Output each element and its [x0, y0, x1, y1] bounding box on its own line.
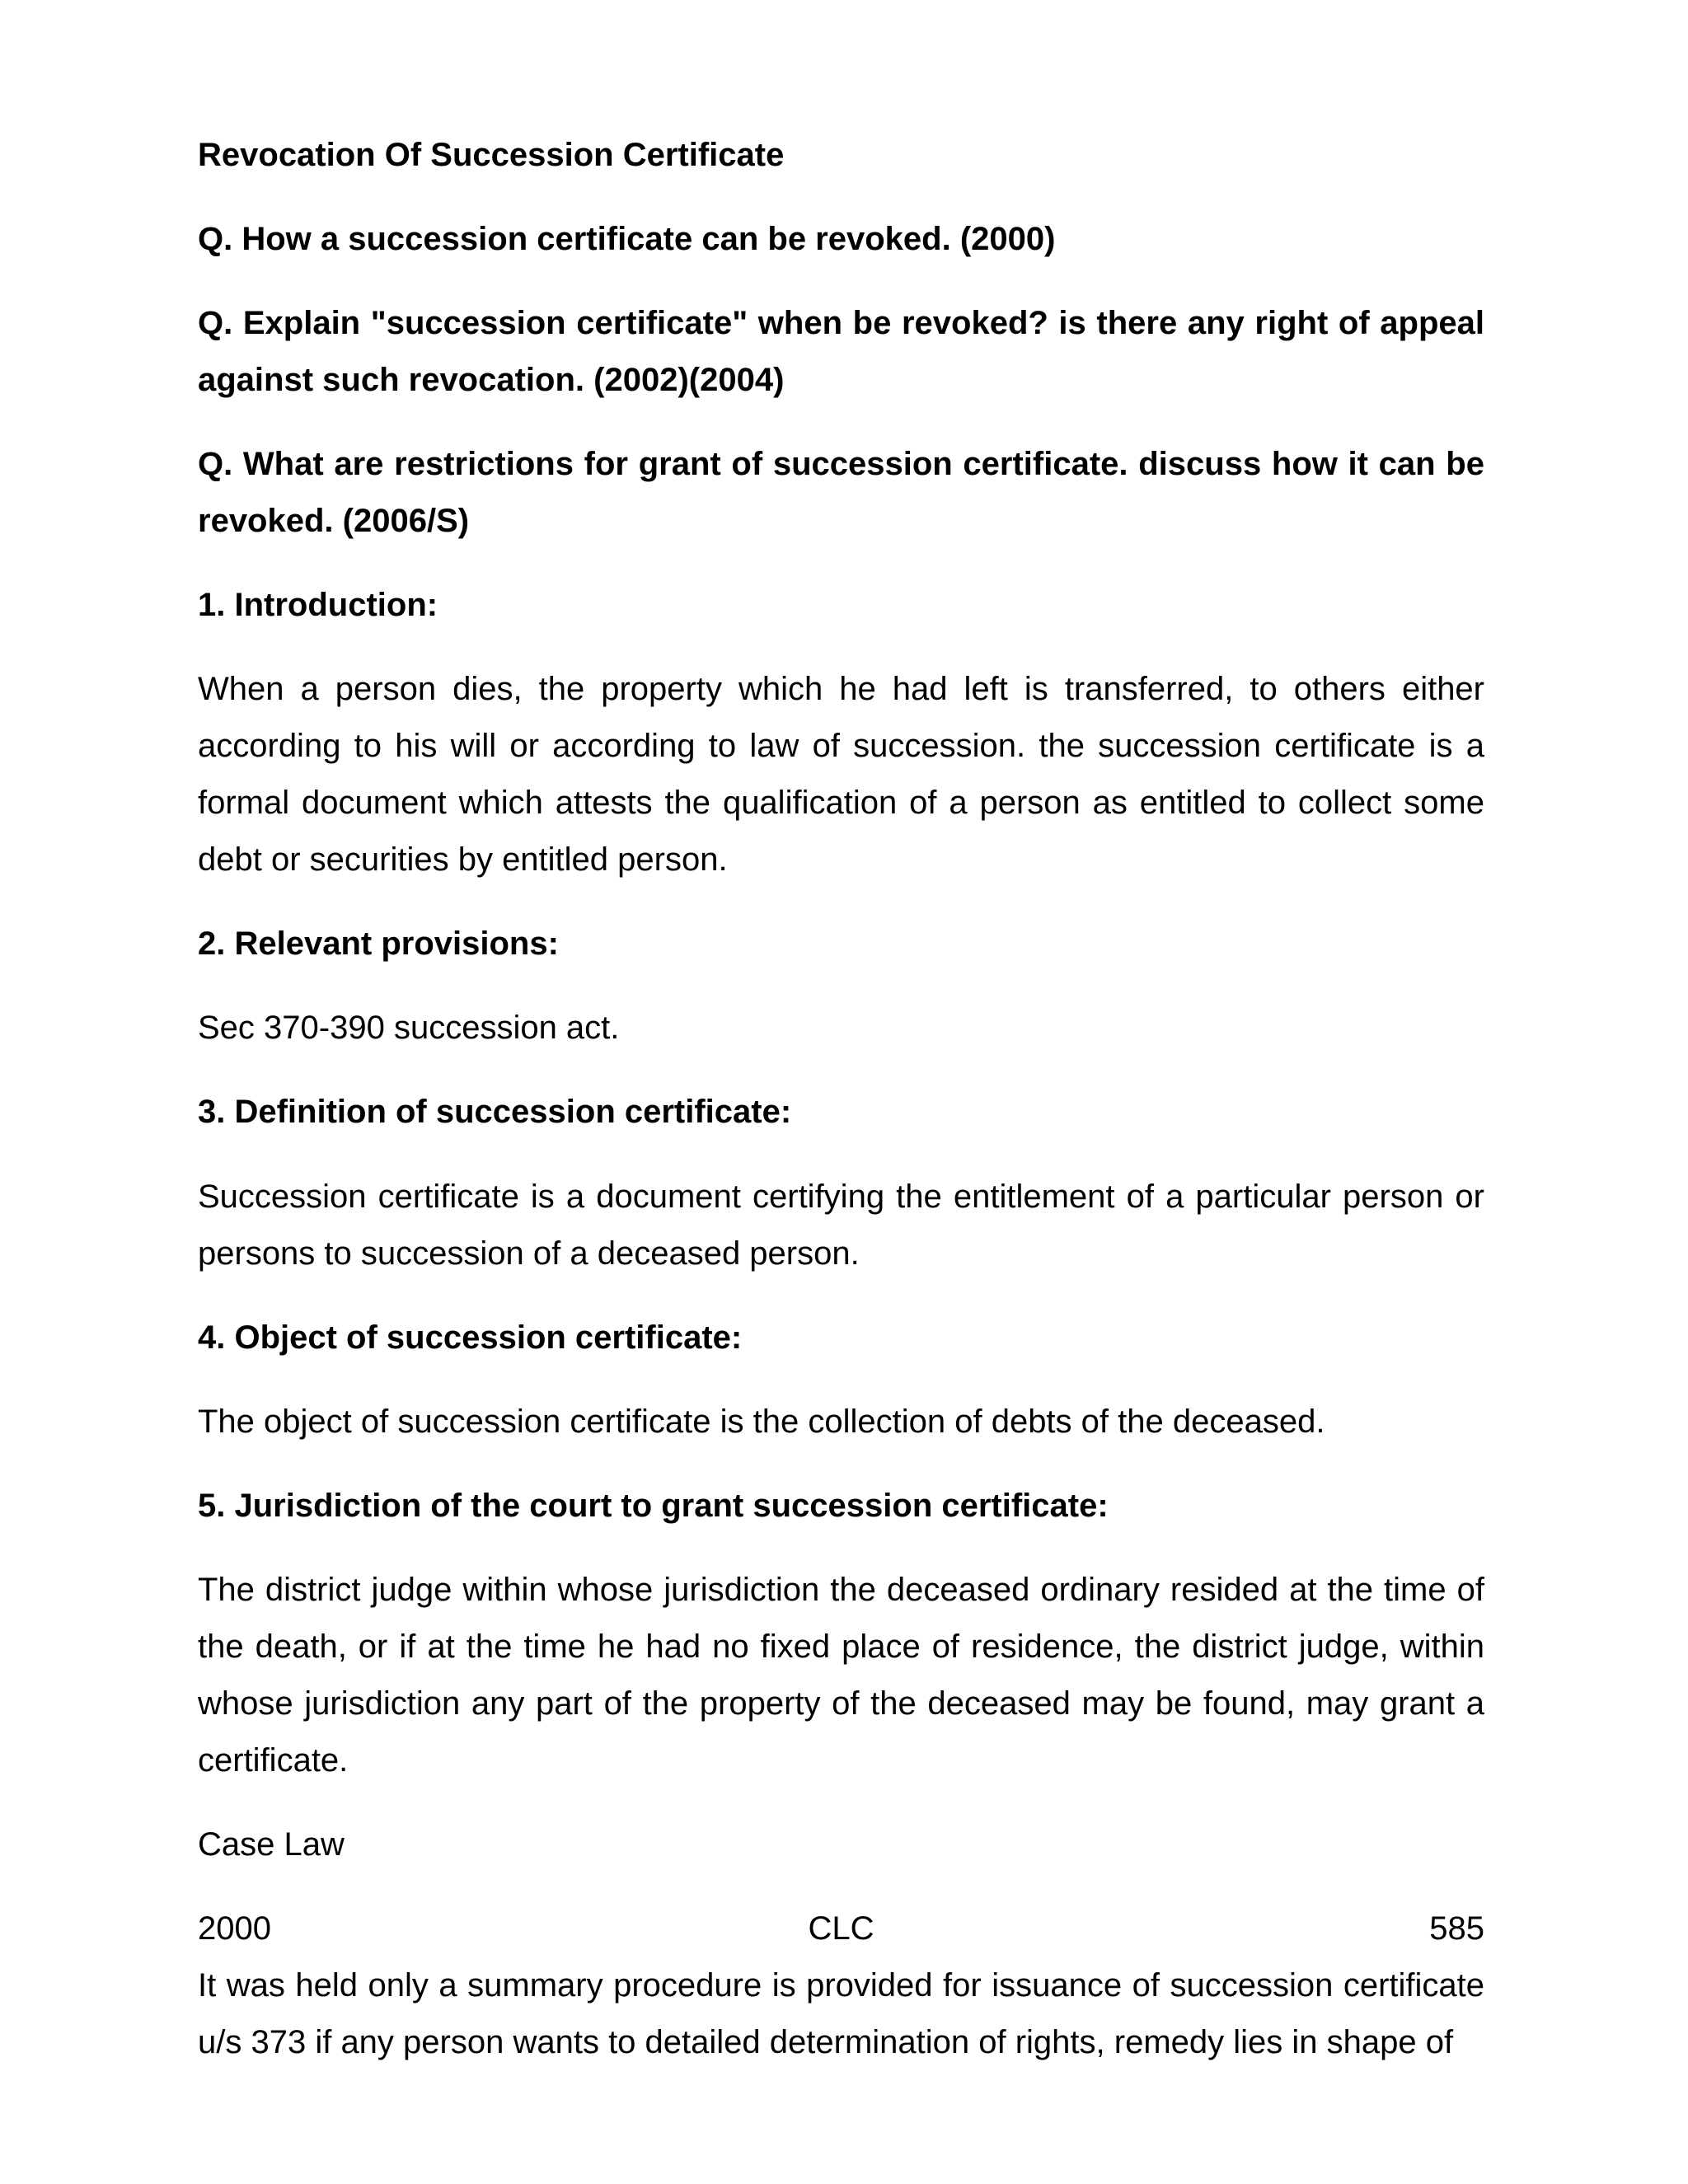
citation-year: 2000: [198, 1910, 271, 1947]
citation-reporter: CLC: [808, 1910, 874, 1947]
case-law-body: It was held only a summary procedure is provided for issuance of succession certificate u/s 373 if any person wants to detailed determination of rights, remedy lies in shape of: [198, 1967, 1484, 2060]
section-heading-definition: 3. Definition of succession certificate:: [198, 1094, 792, 1130]
section-body-relevant-provisions: Sec 370-390 succession act.: [198, 1010, 620, 1046]
case-law-label: Case Law: [198, 1826, 345, 1863]
section-body-definition: Succession certificate is a document certifying the entitlement of a particular person or persons to succession of a deceased person.: [198, 1179, 1484, 1272]
question-3: Q. What are restrictions for grant of succession certificate. discuss how it can be revoked. (2006/S): [198, 446, 1484, 539]
section-heading-object: 4. Object of succession certificate:: [198, 1319, 743, 1356]
section-body-object: The object of succession certificate is the collection of debts of the deceased.: [198, 1404, 1325, 1440]
document-title: Revocation Of Succession Certificate: [198, 137, 785, 173]
question-1: Q. How a succession certificate can be revoked. (2000): [198, 221, 1056, 257]
citation-page: 585: [1429, 1910, 1484, 1947]
section-heading-jurisdiction: 5. Jurisdiction of the court to grant succession certificate:: [198, 1488, 1109, 1524]
section-body-introduction: When a person dies, the property which he had left is transferred, to others either according to his will or according to law of succession. the succession certificate is a formal document which attests the qualification of a person as entitled to collect some debt or securities by entitled person.: [198, 671, 1484, 878]
question-2: Q. Explain "succession certificate" when be revoked? is there any right of appeal against such revocation. (2002)(2004): [198, 305, 1484, 398]
document-page: [198, 0, 1484, 2184]
case-citation: [198, 1900, 1484, 1957]
section-heading-relevant-provisions: 2. Relevant provisions:: [198, 926, 559, 962]
section-heading-introduction: 1. Introduction:: [198, 587, 438, 623]
section-body-jurisdiction: The district judge within whose jurisdiction the deceased ordinary resided at the time of the death, or if at the time he had no fixed place of residence, the district judge, within whose jurisdiction any part of the property of the deceased may be found, may grant a certificate.: [198, 1572, 1484, 1779]
